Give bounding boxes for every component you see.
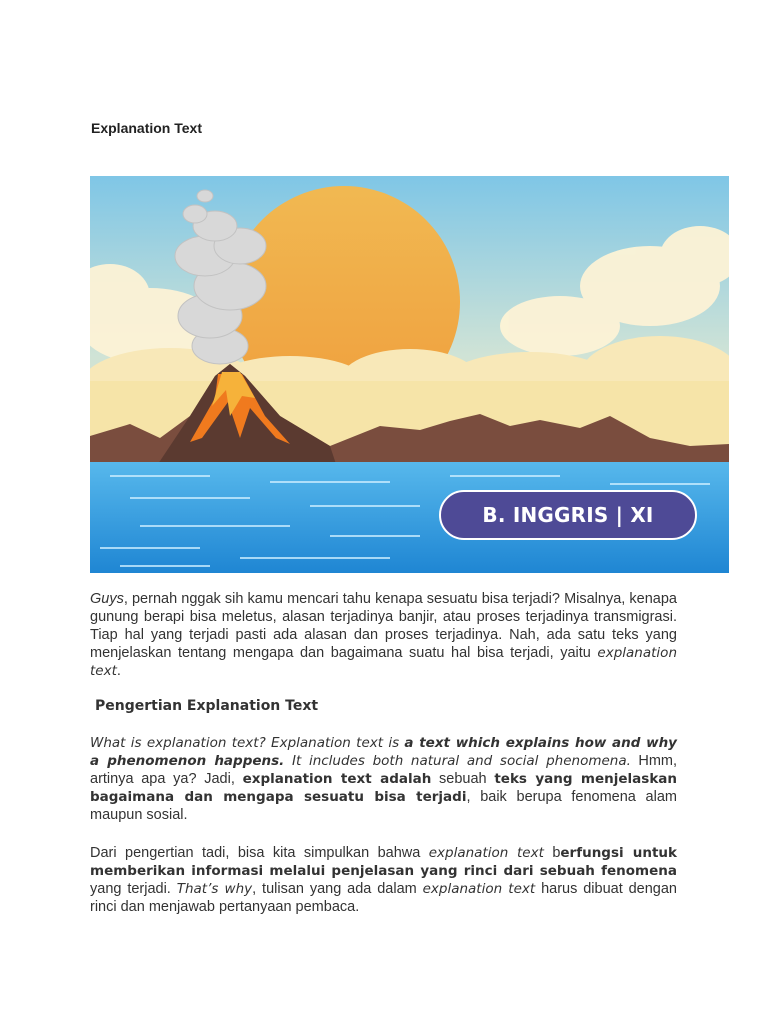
- text-run: explanation text: [428, 845, 544, 861]
- text-run: What is explanation text? Explanation text is: [90, 735, 405, 751]
- text-run: It includes both natural and social phenomena.: [284, 753, 631, 769]
- text-run: Dari pengertian tadi, bisa kita simpulkan bahwa: [90, 845, 429, 861]
- text-run: , pernah nggak sih kamu mencari tahu kenapa sesuatu bisa terjadi? Misalnya, kenapa gunung berapi bisa meletus, alasan terjadinya banjir, atau proses terjadinya transmigrasi. Tiap hal yang terjadi pasti ada alasan dan proses terjadinya. Nah, ada satu teks yang menjelaskan tentang mengapa dan bagaimana suatu hal bisa terjadi, yaitu: [90, 591, 677, 661]
- text-run: Guys: [90, 591, 124, 607]
- text-run: b: [543, 845, 561, 861]
- text-run: harus dibuat dengan rinci dan menjawab pertanyaan pembaca.: [90, 881, 677, 915]
- text-run: sebuah: [431, 771, 495, 787]
- text-run: explanation text: [422, 881, 536, 897]
- text-run: teks yang menjelaskan bagaimana dan mengapa sesuatu bisa terjadi: [90, 771, 678, 805]
- text-run: explanation text adalah: [242, 771, 432, 787]
- text-run: .: [116, 663, 121, 679]
- subject-badge: B. INGGRIS | XI: [439, 490, 697, 540]
- section-heading: Pengertian Explanation Text: [95, 698, 319, 714]
- text-run: erfungsi untuk memberikan informasi melalui penjelasan yang rinci dari sebuah fenomena: [90, 845, 677, 879]
- text-run: Hmm, artinya apa ya? Jadi,: [90, 753, 678, 787]
- text-run: yang terjadi.: [90, 881, 177, 897]
- page-title: Explanation Text: [91, 120, 202, 136]
- intro-paragraph: [90, 590, 677, 680]
- text-run: That’s why: [176, 881, 253, 897]
- definition-paragraph: [90, 734, 677, 824]
- function-paragraph: [90, 844, 677, 916]
- volcano-illustration: [90, 176, 729, 573]
- text-run: explanation text: [90, 645, 677, 679]
- text-run: , baik berupa fenomena alam maupun sosial.: [90, 789, 677, 823]
- text-run: , tulisan yang ada dalam: [252, 881, 423, 897]
- text-run: a text which explains how and why a phenomenon happens.: [90, 735, 677, 769]
